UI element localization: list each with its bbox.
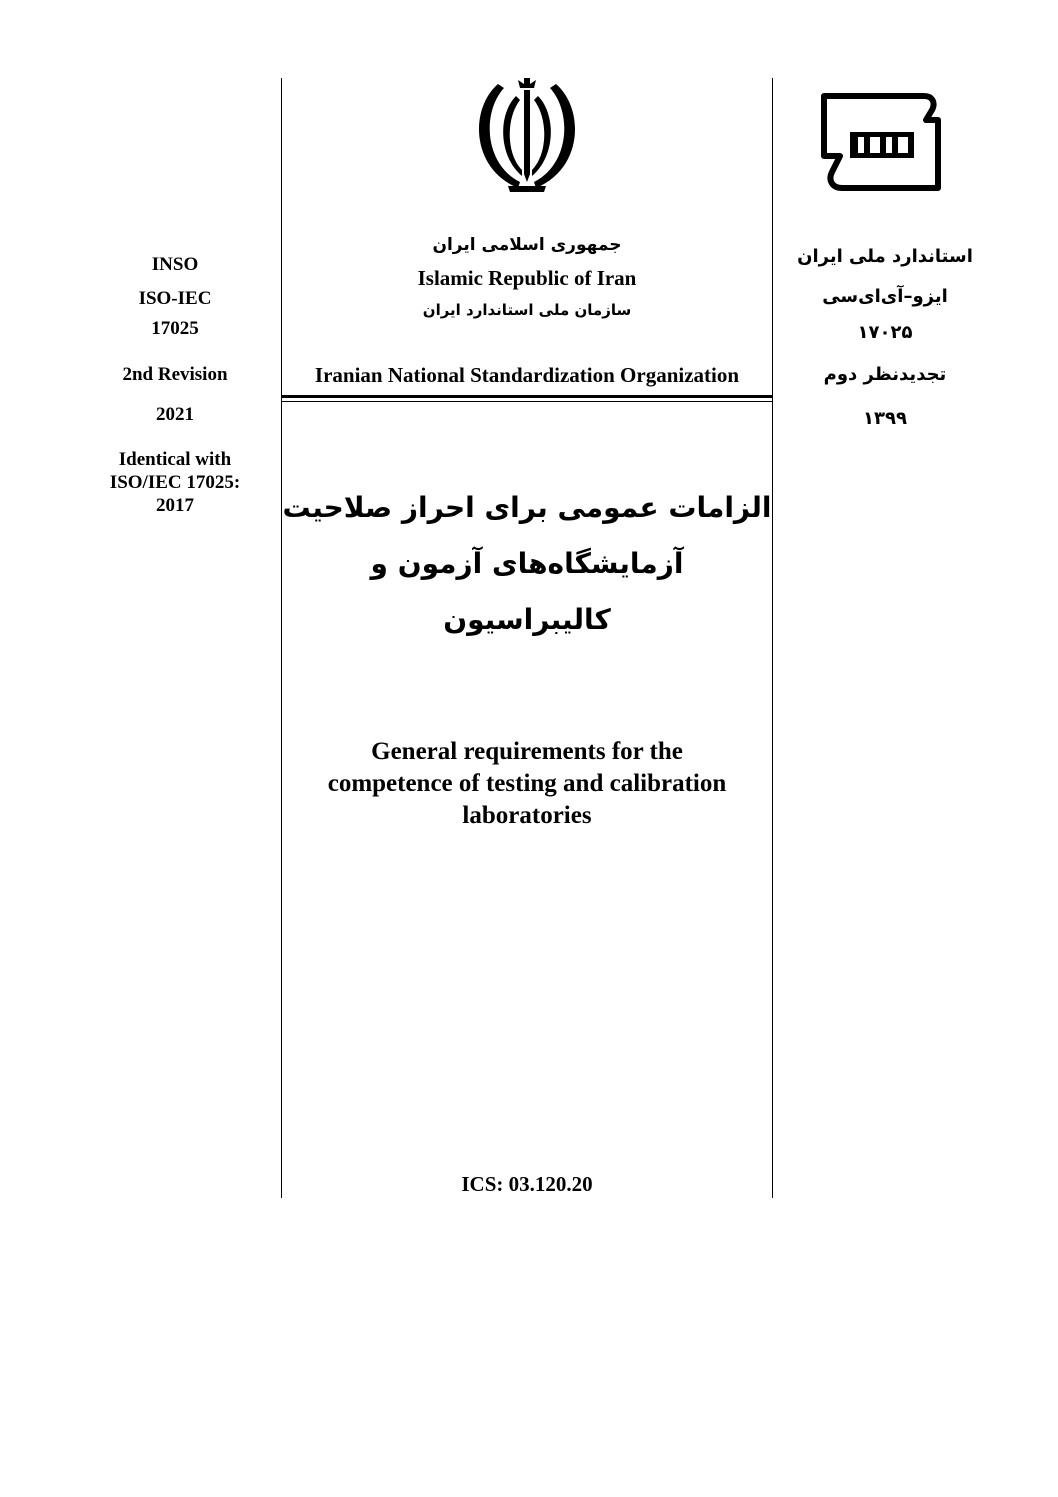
en-republic: Islamic Republic of Iran — [417, 266, 637, 290]
en-title-line-3: laboratories — [462, 802, 592, 829]
fa-iso-iec: ایزو–آی‌ای‌سی — [822, 286, 948, 307]
identical-line-2: ISO/IEC 17025: — [109, 472, 241, 493]
fa-year: ۱۳۹۹ — [863, 408, 907, 429]
inso-code: INSO — [151, 254, 199, 275]
fa-revision: تجدیدنظر دوم — [823, 364, 947, 385]
isiri-logo-icon — [820, 90, 944, 194]
en-title — [282, 736, 772, 832]
standard-number: 17025 — [151, 318, 199, 339]
revision-label: 2nd Revision — [122, 364, 228, 385]
iso-iec-label: ISO-IEC — [138, 288, 212, 309]
year-label: 2021 — [156, 404, 194, 425]
header-rule — [282, 395, 773, 402]
identical-line-1: Identical with — [118, 449, 232, 470]
fa-standard-number: ۱۷۰۲۵ — [857, 322, 913, 343]
identical-block — [80, 448, 270, 517]
left-column — [80, 250, 270, 517]
en-org: Iranian National Standardization Organization — [314, 363, 740, 387]
ics-code: ICS: 03.120.20 — [461, 1172, 593, 1196]
identical-line-3: 2017 — [156, 495, 194, 516]
fa-org: سازمان ملی استاندارد ایران — [422, 301, 632, 319]
fa-republic: جمهوری اسلامی ایران — [432, 235, 622, 255]
en-title-line-2: competence of testing and calibration — [327, 770, 727, 797]
iran-emblem-icon — [464, 74, 590, 196]
fa-title — [282, 480, 772, 648]
fa-national-standard: استاندارد ملی ایران — [797, 246, 973, 267]
right-divider — [772, 78, 773, 1198]
fa-title-line-1: الزامات عمومی برای احراز صلاحیت — [282, 491, 772, 524]
en-title-line-1: General requirements for the — [371, 738, 683, 765]
fa-title-line-2: آزمایشگاه‌های آزمون و کالیبراسیون — [370, 547, 684, 636]
